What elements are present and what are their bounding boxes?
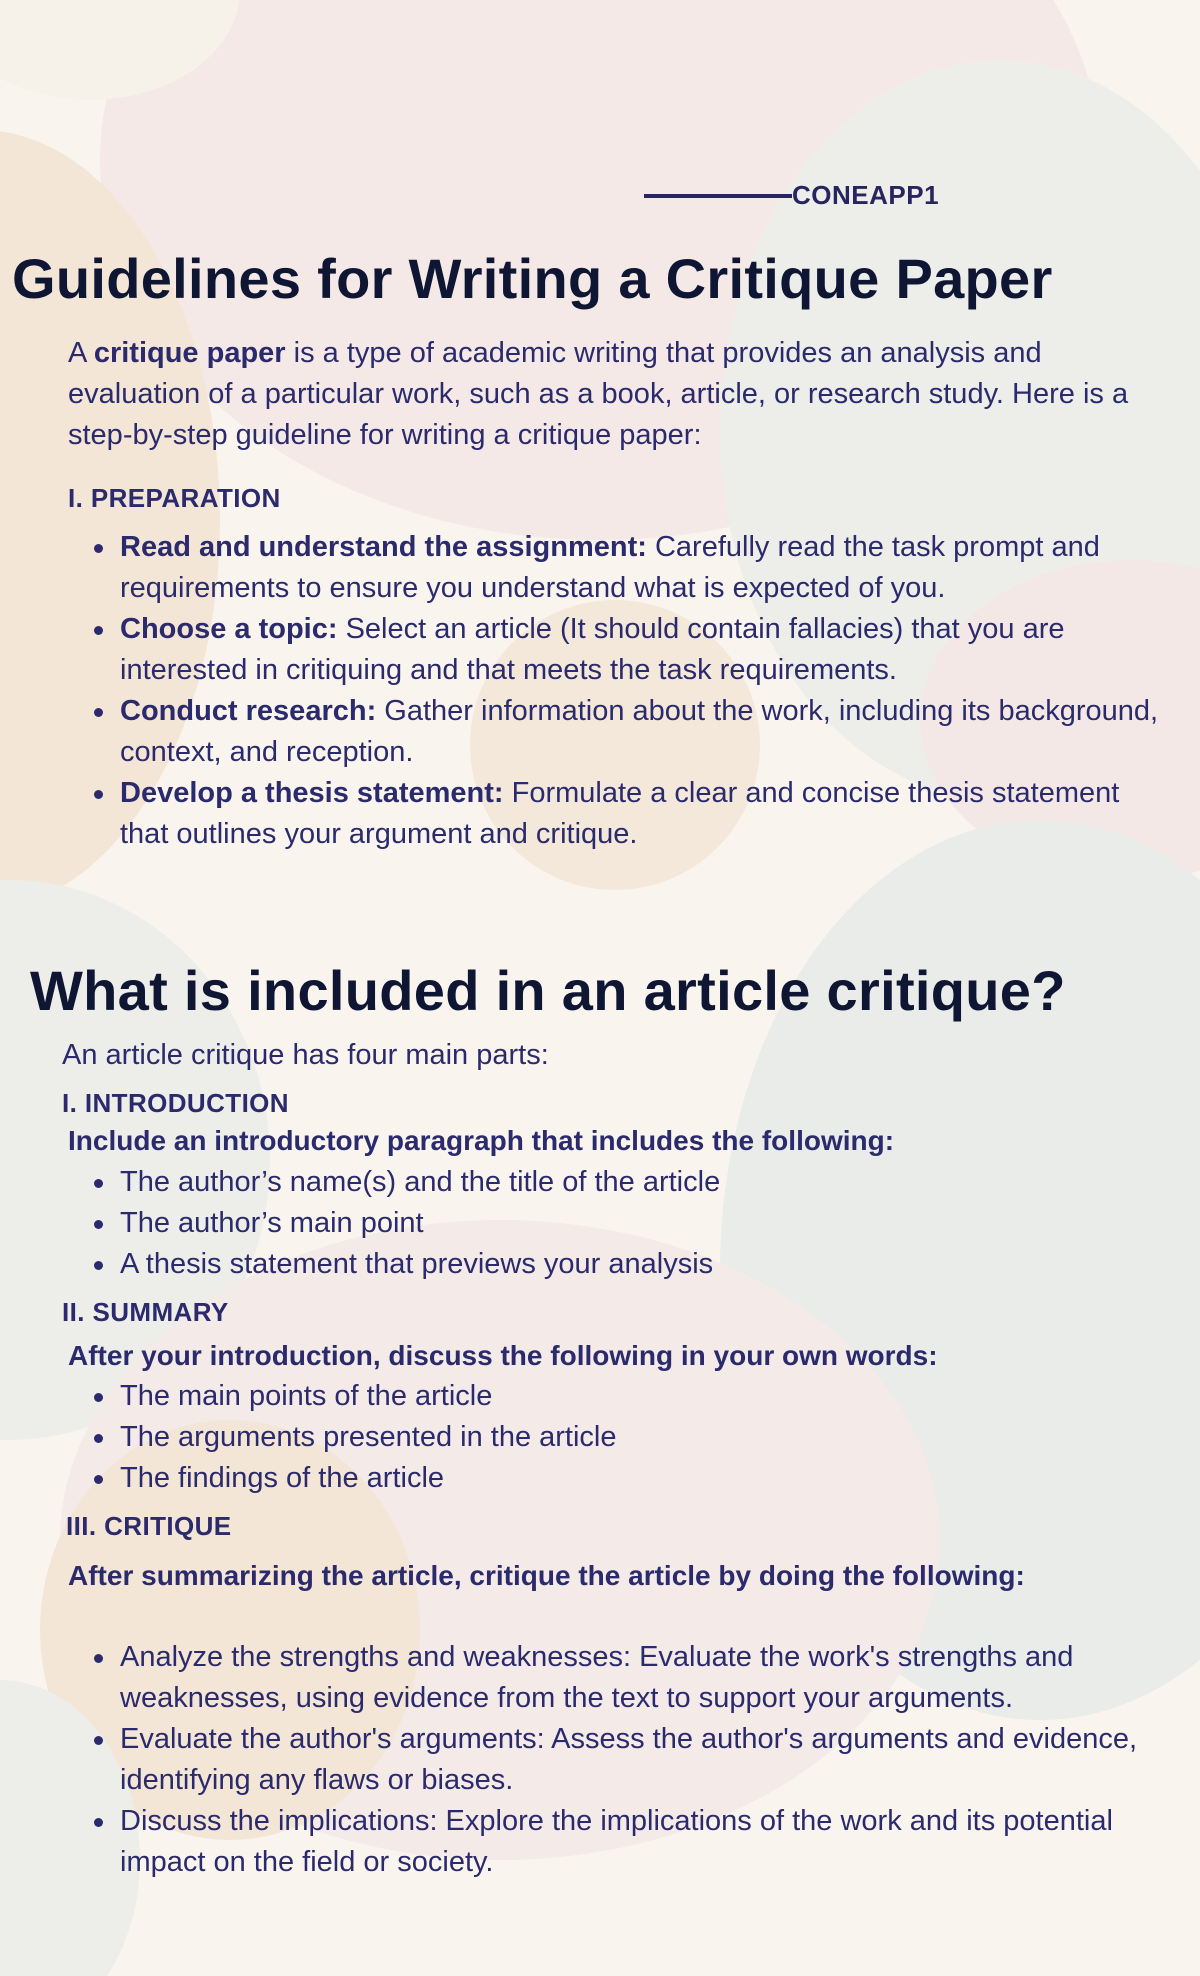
critique-subheading: After summarizing the article, critique the article by doing the following: xyxy=(68,1560,1025,1591)
intro-rest: is a type of academic writing that provides an analysis and evaluation of a particular work, such as a book, article, or research study. Here is a step-by-step guideline for writing a critique paper: xyxy=(68,337,1129,451)
item-bold: Develop a thesis statement: xyxy=(120,777,504,809)
brand-line xyxy=(644,194,792,198)
summary-heading: II. SUMMARY xyxy=(62,1297,229,1327)
list-item: The findings of the article xyxy=(120,1458,1160,1499)
section-lead: An article critique has four main parts: xyxy=(62,1039,549,1071)
item-text: Formulate a clear and concise thesis statement that outlines your argument and critique. xyxy=(120,777,1120,850)
brand-label: CONEAPP1 xyxy=(792,180,940,210)
introduction-heading: I. INTRODUCTION xyxy=(62,1088,289,1118)
section-title: What is included in an article critique? xyxy=(30,959,1066,1022)
preparation-heading: I. PREPARATION xyxy=(68,483,281,513)
list-item: Evaluate the author's arguments: Assess the author's arguments and evidence, identifying any flaws or biases. xyxy=(120,1719,1160,1801)
list-item: The author’s main point xyxy=(120,1203,1160,1244)
list-item xyxy=(120,609,1160,691)
list-item xyxy=(120,527,1160,609)
brand-tag xyxy=(644,180,939,211)
item-bold: Conduct research: xyxy=(120,695,377,727)
list-item: The author’s name(s) and the title of the article xyxy=(120,1162,1160,1203)
list-item: The arguments presented in the article xyxy=(120,1417,1160,1458)
preparation-list xyxy=(120,527,1160,855)
intro-bold-term: critique paper xyxy=(93,337,286,369)
introduction-list xyxy=(120,1162,1160,1285)
critique-heading: III. CRITIQUE xyxy=(66,1511,232,1541)
item-bold: Choose a topic: xyxy=(120,613,338,645)
list-item xyxy=(120,773,1160,855)
item-bold: Read and understand the assignment: xyxy=(120,531,647,563)
list-item: Discuss the implications: Explore the implications of the work and its potential impact on the field or society. xyxy=(120,1801,1160,1883)
item-text: Carefully read the task prompt and requirements to ensure you understand what is expected of you. xyxy=(120,531,1100,604)
intro-prefix: A xyxy=(68,337,94,369)
list-item: Analyze the strengths and weaknesses: Evaluate the work's strengths and weaknesses, using evidence from the text to support your arguments. xyxy=(120,1637,1160,1719)
summary-list xyxy=(120,1376,1160,1499)
item-text: Gather information about the work, including its background, context, and reception. xyxy=(120,695,1159,768)
critique-list xyxy=(120,1637,1160,1883)
introduction-subheading: Include an introductory paragraph that includes the following: xyxy=(68,1125,895,1156)
list-item: The main points of the article xyxy=(120,1376,1160,1417)
summary-subheading: After your introduction, discuss the following in your own words: xyxy=(68,1340,938,1371)
list-item xyxy=(120,691,1160,773)
page-title: Guidelines for Writing a Critique Paper xyxy=(12,247,1053,310)
item-text: Select an article (It should contain fallacies) that you are interested in critiquing and that meets the task requirements. xyxy=(120,613,1065,686)
list-item: A thesis statement that previews your analysis xyxy=(120,1244,1160,1285)
intro-paragraph xyxy=(68,333,1158,456)
